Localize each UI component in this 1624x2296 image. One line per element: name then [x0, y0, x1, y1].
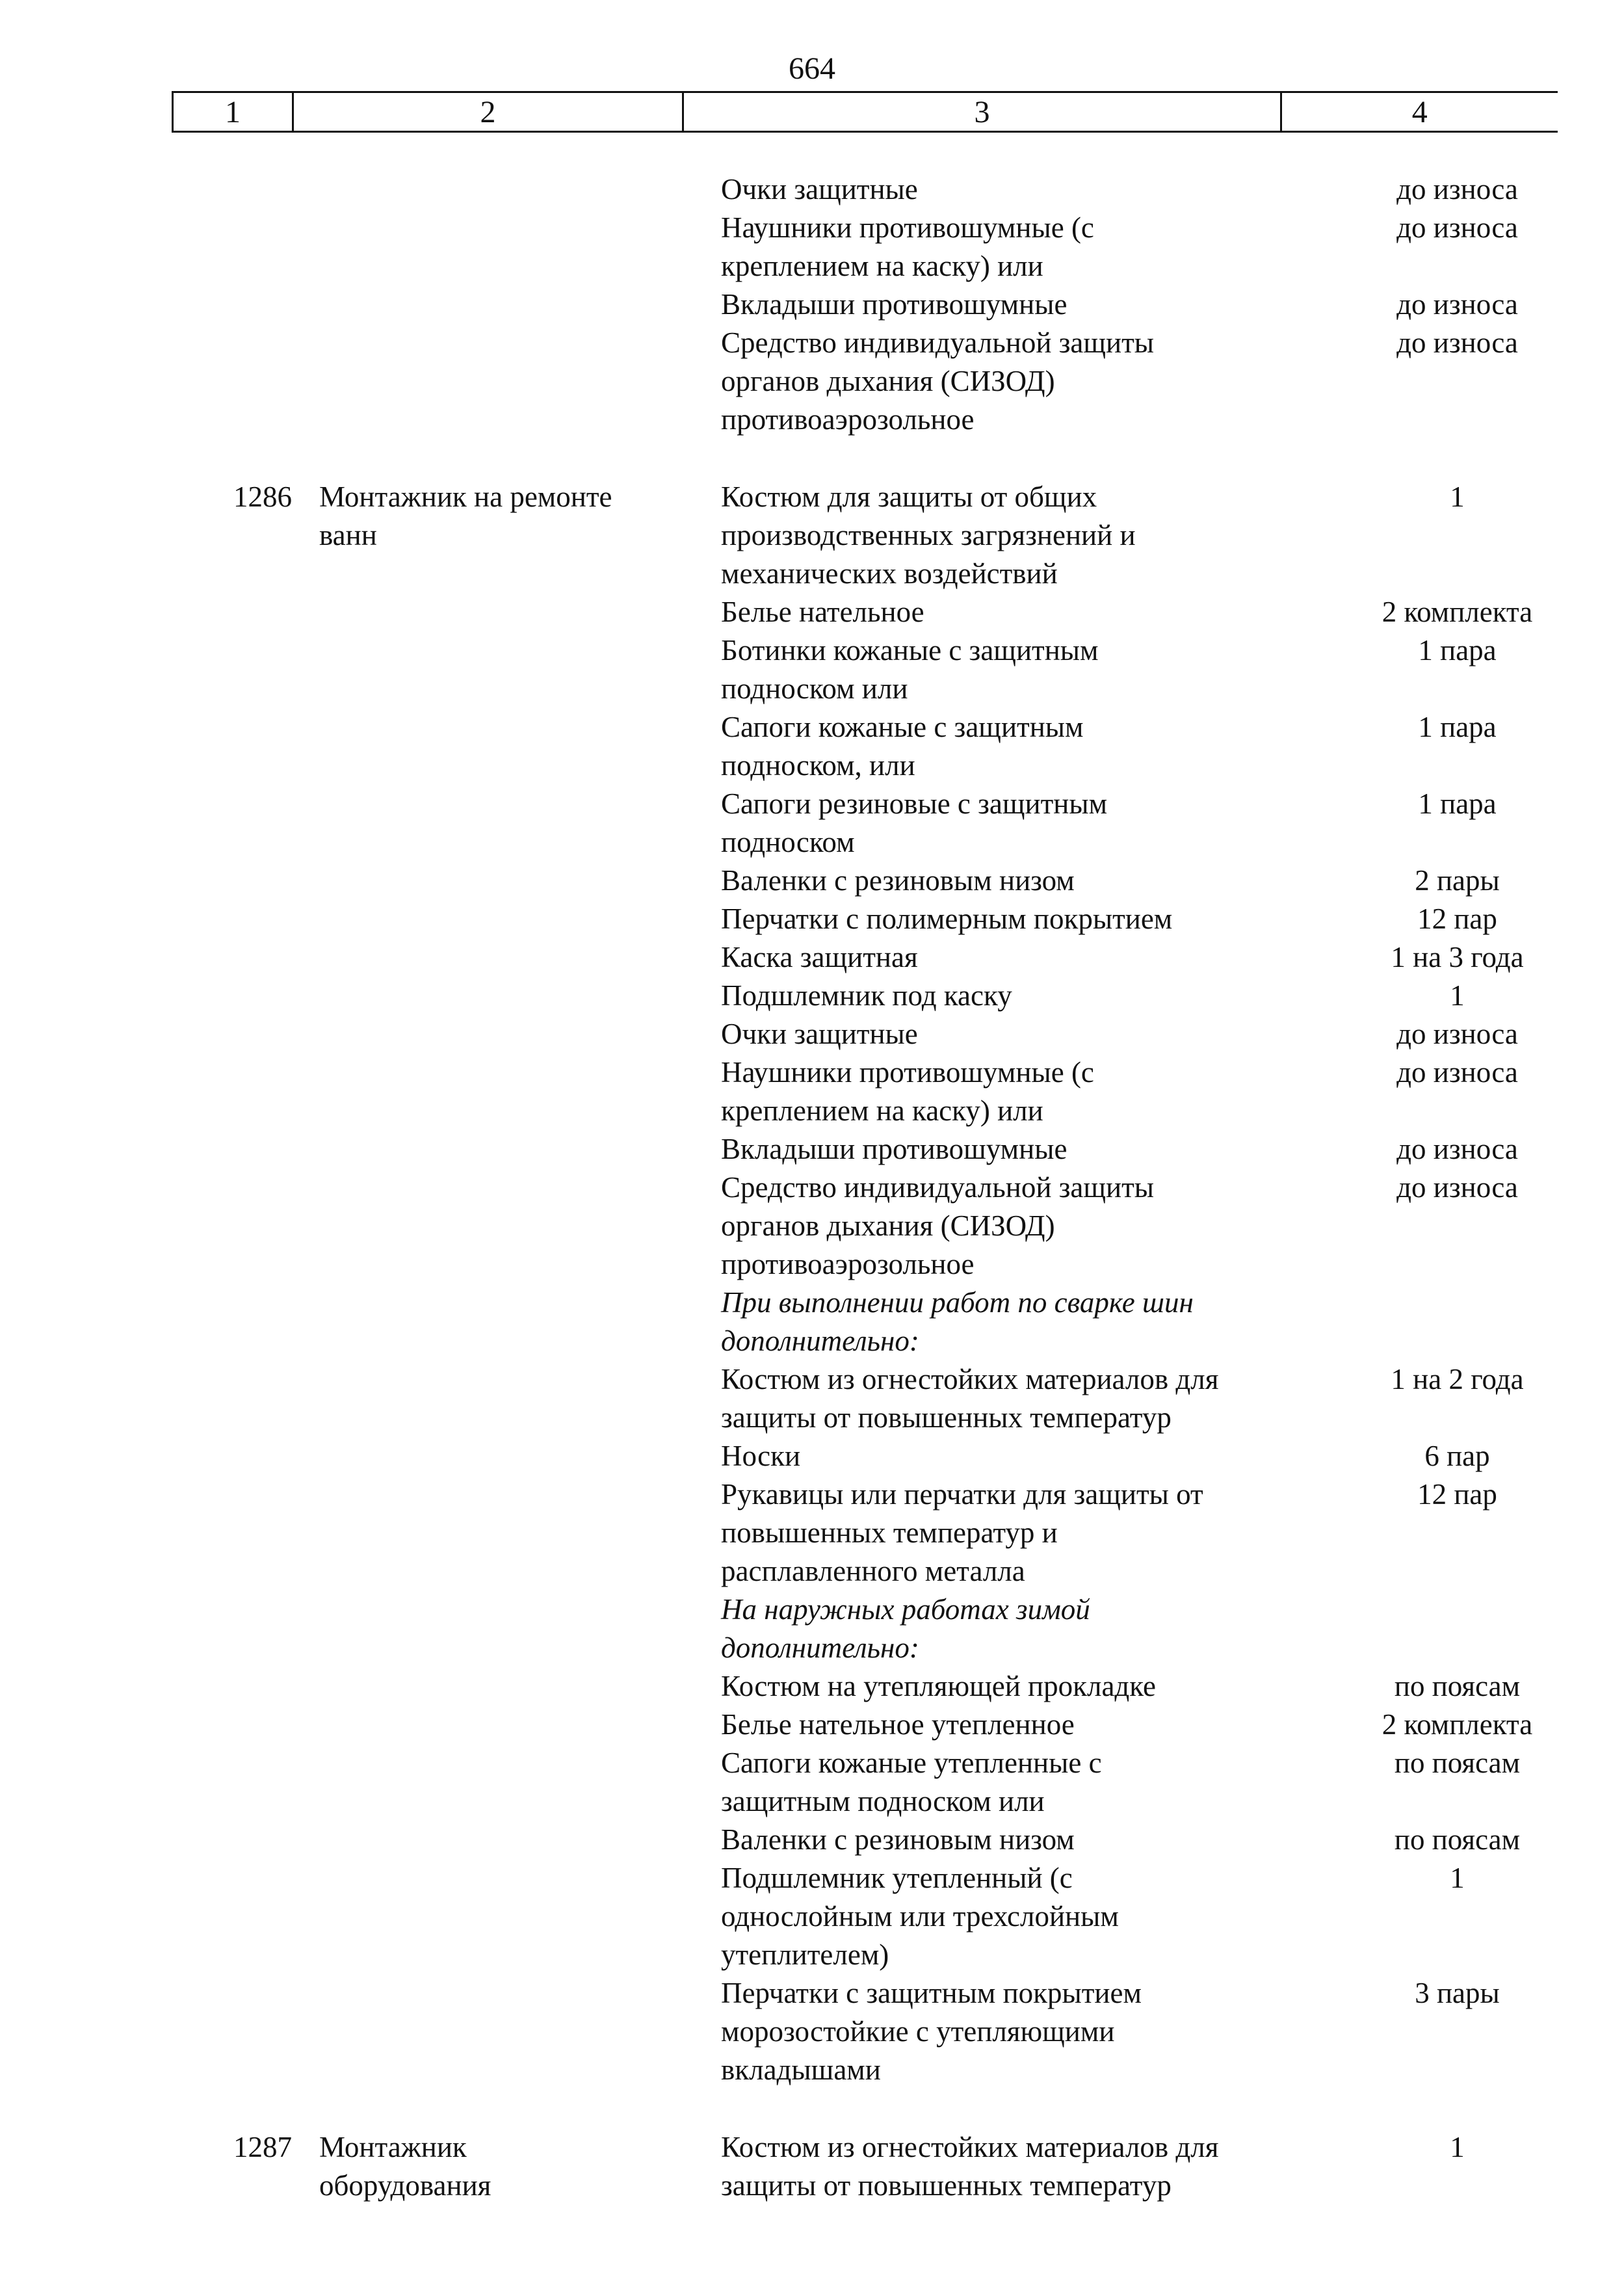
- profession-name: [305, 170, 709, 439]
- ppe-item-norm: до износа: [1396, 288, 1518, 321]
- ppe-item-norm: [1319, 1284, 1595, 1360]
- ppe-item-name: Сапоги кожаные утепленные с защитным подноском или: [721, 1747, 1102, 1817]
- profession-row: [172, 170, 1595, 439]
- ppe-item-name: Валенки с резиновым низом: [721, 1823, 1075, 1856]
- ppe-item-norm: 2 комплекта: [1382, 1708, 1533, 1741]
- ppe-item-name: Очки защитные: [721, 1018, 918, 1050]
- ppe-item-name: Валенки с резиновым низом: [721, 864, 1075, 897]
- ppe-item-norm: 1: [1450, 1862, 1465, 1894]
- ppe-item-name: Подшлемник под каску: [721, 979, 1012, 1012]
- ppe-item-norm: 1: [1450, 481, 1465, 513]
- group-spacer: [172, 439, 1595, 478]
- ppe-item-name: Средство индивидуальной защиты органов дыхания (СИЗОД) противоаэрозольное: [721, 326, 1155, 436]
- ppe-item-norm: 12 пар: [1417, 903, 1497, 935]
- ppe-item-name: Подшлемник утепленный (с однослойным или трехслойным утеплителем): [721, 1862, 1119, 1971]
- ppe-item-name: Средство индивидуальной защиты органов дыхания (СИЗОД) противоаэрозольное: [721, 1171, 1155, 1280]
- ppe-item-norm: до износа: [1396, 1056, 1518, 1089]
- ppe-item-norm: 1 пара: [1418, 787, 1497, 820]
- page-number: 664: [789, 51, 835, 86]
- norm-list: [1319, 2128, 1595, 2205]
- row-number: 1287: [233, 2131, 292, 2163]
- ppe-item-name: Белье нательное утепленное: [721, 1708, 1075, 1741]
- column-header-2: 2: [293, 92, 683, 132]
- ppe-item-norm: до износа: [1396, 211, 1518, 244]
- norms-table: [172, 170, 1595, 2205]
- ppe-item-name: Наушники противошумные (с креплением на каску) или: [721, 1056, 1094, 1127]
- column-header-4: 4: [1281, 92, 1558, 132]
- row-number: 1286: [233, 481, 292, 513]
- ppe-item-name: Костюм для защиты от общих производственных загрязнений и механических воздействий: [721, 481, 1136, 590]
- ppe-item-name: Рукавицы или перчатки для защиты от повышенных температур и расплавленного металла: [721, 1478, 1203, 1587]
- norm-list: [1319, 478, 1595, 2089]
- section-note: На наружных работах зимой дополнительно:: [721, 1593, 1090, 1664]
- ppe-item-norm: [1319, 1590, 1595, 1667]
- ppe-item-norm: 2 комплекта: [1382, 596, 1533, 628]
- ppe-item-name: Носки: [721, 1440, 801, 1472]
- section-note: При выполнении работ по сварке шин дополнительно:: [721, 1286, 1194, 1357]
- ppe-list: [709, 2128, 1319, 2205]
- norms-body: [172, 170, 1595, 2205]
- profession-name: Монтажник оборудования: [319, 2131, 491, 2202]
- ppe-item-norm: до износа: [1396, 1018, 1518, 1050]
- ppe-item-name: Вкладыши противошумные: [721, 288, 1067, 321]
- ppe-item-norm: 1: [1450, 979, 1465, 1012]
- ppe-item-norm: 2 пары: [1415, 864, 1500, 897]
- ppe-item-name: Каска защитная: [721, 941, 918, 973]
- ppe-item-norm: 12 пар: [1417, 1478, 1497, 1511]
- ppe-item-name: Перчатки с защитным покрытием морозостойкие с утепляющими вкладышами: [721, 1977, 1142, 2086]
- ppe-item-name: Ботинки кожаные с защитным подноском или: [721, 634, 1099, 705]
- ppe-item-norm: по поясам: [1394, 1747, 1521, 1779]
- ppe-item-norm: по поясам: [1394, 1823, 1521, 1856]
- ppe-item-name: Костюм на утепляющей прокладке: [721, 1670, 1157, 1702]
- ppe-item-norm: 1 пара: [1418, 634, 1497, 666]
- profession-row: [172, 2128, 1595, 2205]
- norm-list: [1319, 170, 1595, 439]
- ppe-item-norm: до износа: [1396, 173, 1518, 205]
- ppe-item-norm: 1: [1450, 2131, 1465, 2163]
- ppe-item-norm: до износа: [1396, 1133, 1518, 1165]
- column-header-table: [172, 91, 1558, 133]
- group-spacer: [172, 2089, 1595, 2128]
- ppe-list: [709, 170, 1319, 439]
- ppe-item-name: Костюм из огнестойких материалов для защиты от повышенных температур: [721, 2131, 1219, 2202]
- profession-row: [172, 478, 1595, 2089]
- ppe-item-norm: до износа: [1396, 326, 1518, 359]
- ppe-item-norm: до износа: [1396, 1171, 1518, 1204]
- ppe-item-norm: 6 пар: [1424, 1440, 1490, 1472]
- ppe-item-name: Очки защитные: [721, 173, 918, 205]
- ppe-item-name: Белье нательное: [721, 596, 924, 628]
- column-header-row: [173, 92, 1558, 132]
- column-header-3: 3: [683, 92, 1281, 132]
- ppe-item-norm: 3 пары: [1415, 1977, 1500, 2009]
- profession-name: Монтажник на ремонте ванн: [319, 481, 612, 551]
- ppe-item-name: Перчатки с полимерным покрытием: [721, 903, 1173, 935]
- row-number: [172, 170, 305, 439]
- ppe-item-name: Вкладыши противошумные: [721, 1133, 1067, 1165]
- ppe-item-name: Сапоги резиновые с защитным подноском: [721, 787, 1108, 858]
- ppe-item-name: Костюм из огнестойких материалов для защиты от повышенных температур: [721, 1363, 1219, 1434]
- ppe-list: [709, 478, 1319, 2089]
- ppe-item-norm: 1 на 3 года: [1391, 941, 1524, 973]
- ppe-item-name: Наушники противошумные (с креплением на каску) или: [721, 211, 1094, 282]
- ppe-item-name: Сапоги кожаные с защитным подноском, или: [721, 711, 1084, 782]
- column-header-1: 1: [173, 92, 293, 132]
- ppe-item-norm: 1 на 2 года: [1391, 1363, 1524, 1395]
- ppe-item-norm: по поясам: [1394, 1670, 1521, 1702]
- ppe-item-norm: 1 пара: [1418, 711, 1497, 743]
